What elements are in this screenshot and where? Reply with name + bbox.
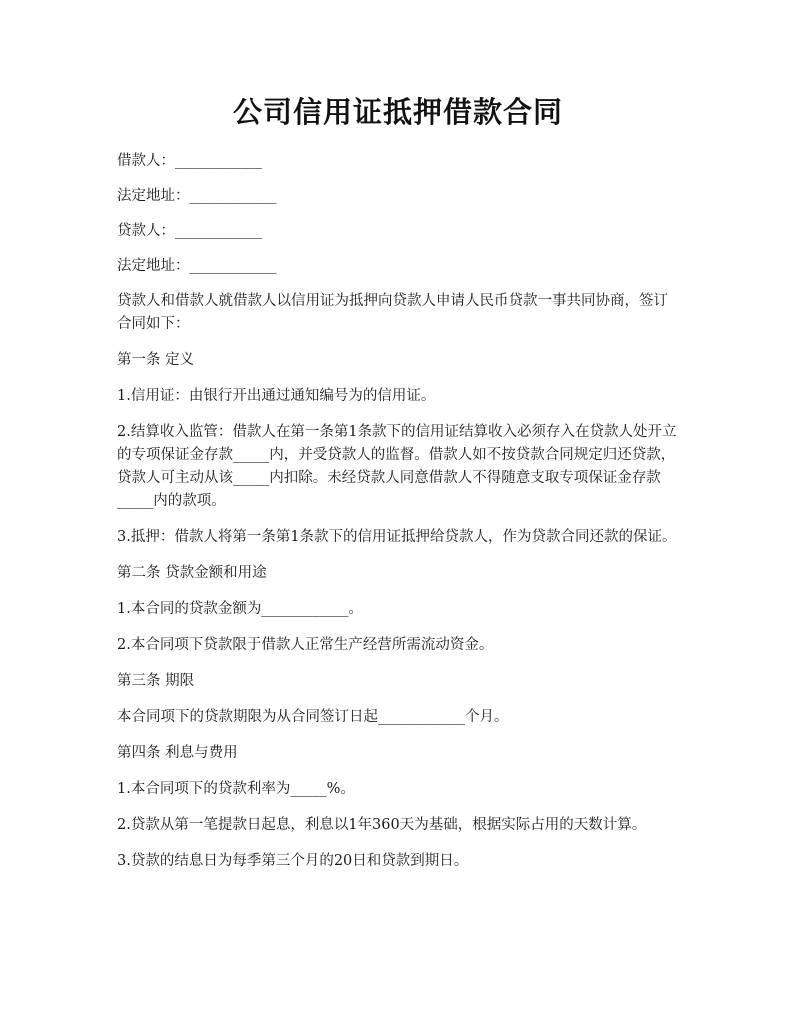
lender-address-line: 法定地址：____________ bbox=[117, 258, 277, 274]
article-1-clause-3: 3.抵押：借款人将第一条第1条款下的信用证抵押给贷款人，作为贷款合同还款的保证。 bbox=[117, 529, 677, 545]
document-title: 公司信用证抵押借款合同 bbox=[232, 95, 563, 129]
article-4-heading: 第四条 利息与费用 bbox=[117, 745, 238, 761]
article-2-heading: 第二条 贷款金额和用途 bbox=[117, 565, 267, 581]
article-2-clause-1: 1.本合同的贷款金额为____________。 bbox=[117, 601, 363, 617]
lender-line: 贷款人：____________ bbox=[117, 223, 262, 239]
article-1-clause-2: 2.结算收入监管：借款人在第一条第1条款下的信用证结算收入必须存入在贷款人处开立的专项保证金存款_____内，并受贷款人的监督。借款人如不按贷款合同规定归还贷款，贷款人可主动从该_____内扣除。未经贷款人同意借款人不得随意支取专项保证金存款_____内的款项。 bbox=[117, 424, 677, 509]
article-4-clause-3: 3.贷款的结息日为每季第三个月的20日和贷款到期日。 bbox=[117, 853, 469, 869]
article-2-clause-2: 2.本合同项下贷款限于借款人正常生产经营所需流动资金。 bbox=[117, 637, 494, 653]
article-4-clause-1: 1.本合同项下的贷款利率为_____%。 bbox=[117, 781, 355, 797]
preamble-paragraph: 贷款人和借款人就借款人以信用证为抵押向贷款人申请人民币贷款一事共同协商，签订合同如下： bbox=[117, 293, 668, 332]
article-1-heading: 第一条 定义 bbox=[117, 352, 195, 368]
borrower-line: 借款人：____________ bbox=[117, 153, 262, 169]
document-body bbox=[117, 150, 679, 873]
article-3-clause: 本合同项下的贷款期限为从合同签订日起____________个月。 bbox=[117, 709, 509, 725]
article-3-heading: 第三条 期限 bbox=[117, 673, 195, 689]
borrower-address-line: 法定地址：____________ bbox=[117, 188, 277, 204]
article-4-clause-2: 2.贷款从第一笔提款日起息，利息以1年360天为基础，根据实际占用的天数计算。 bbox=[117, 817, 647, 833]
article-1-clause-1: 1.信用证：由银行开出通过通知编号为的信用证。 bbox=[117, 388, 436, 404]
